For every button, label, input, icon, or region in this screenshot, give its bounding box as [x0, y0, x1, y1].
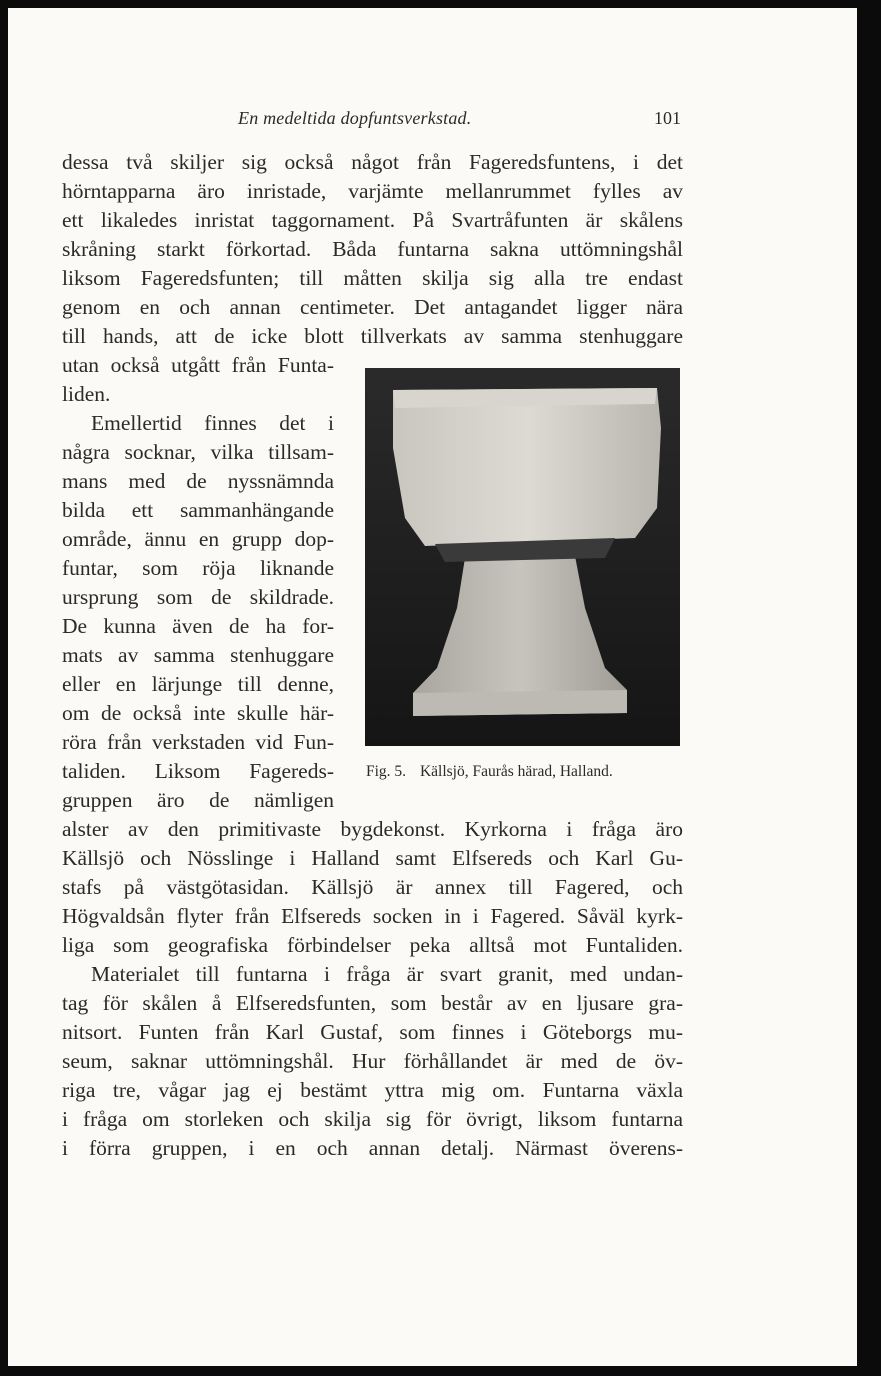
text-line: Materialet till funtarna i fråga är svart granit, med undan-	[91, 962, 683, 986]
text-line: om de också inte skulle här-	[62, 701, 334, 725]
text-line: gruppen äro de nämligen	[62, 788, 334, 812]
text-line: tag för skålen å Elfseredsfunten, som består av en ljusare gra-	[62, 991, 683, 1015]
text-line: i fråga om storleken och skilja sig för övrigt, liksom funtarna	[62, 1107, 683, 1131]
figure-caption	[366, 763, 613, 781]
figure-label: Fig. 5.	[366, 763, 407, 780]
text-line: ursprung som de skildrade.	[62, 585, 334, 609]
text-line: område, ännu en grupp dop-	[62, 527, 334, 551]
text-line: skråning starkt förkortad. Båda funtarna sakna uttömningshål	[62, 237, 683, 261]
text-line: funtar, som röja liknande	[62, 556, 334, 580]
text-line: nitsort. Funten från Karl Gustaf, som finnes i Göteborgs mu-	[62, 1020, 683, 1044]
text-line: eller en lärjunge till denne,	[62, 672, 334, 696]
text-line: mats av samma stenhuggare	[62, 643, 334, 667]
text-line: riga tre, vågar jag ej bestämt yttra mig om. Funtarna växla	[62, 1078, 683, 1102]
text-line: i förra gruppen, i en och annan detalj. Närmast överens-	[62, 1136, 683, 1160]
text-line: alster av den primitivaste bygdekonst. Kyrkorna i fråga äro	[62, 817, 683, 841]
book-page	[8, 8, 857, 1366]
text-line: några socknar, vilka tillsam-	[62, 440, 334, 464]
text-line: seum, saknar uttömningshål. Hur förhållandet är med de öv-	[62, 1049, 683, 1073]
text-line: genom en och annan centimeter. Det antagandet ligger nära	[62, 295, 683, 319]
text-line: mans med de nyssnämnda	[62, 469, 334, 493]
text-line: ett likaledes inristat taggornament. På Svartråfunten är skålens	[62, 208, 683, 232]
figure-caption-text: Källsjö, Faurås härad, Halland.	[419, 763, 613, 780]
text-line: Källsjö och Nösslinge i Halland samt Elfsereds och Karl Gu-	[62, 846, 683, 870]
text-line: taliden. Liksom Fagereds-	[62, 759, 334, 783]
text-line: liga som geografiska förbindelser peka alltså mot Funtaliden.	[62, 933, 683, 957]
text-line: utan också utgått från Funta-	[62, 353, 334, 377]
text-line: liksom Fageredsfunten; till måtten skilja sig alla tre endast	[62, 266, 683, 290]
baptismal-font-photo	[365, 368, 680, 746]
text-line: bilda ett sammanhängande	[62, 498, 334, 522]
text-line: liden.	[62, 382, 111, 406]
page-number: 101	[654, 108, 681, 128]
text-line: De kunna även de ha for-	[62, 614, 334, 638]
text-line: till hands, att de icke blott tillverkats av samma stenhuggare	[62, 324, 683, 348]
text-line: Högvaldsån flyter från Elfsereds socken in i Fagered. Såväl kyrk-	[62, 904, 683, 928]
text-line: stafs på västgötasidan. Källsjö är annex till Fagered, och	[62, 875, 683, 899]
text-line: hörntapparna äro inristade, varjämte mellanrummet fylles av	[62, 179, 683, 203]
text-line: Emellertid finnes det i	[91, 411, 334, 435]
running-title: En medeltida dopfuntsverkstad.	[238, 108, 472, 128]
text-line: röra från verkstaden vid Fun-	[62, 730, 334, 754]
text-line: dessa två skiljer sig också något från Fageredsfuntens, i det	[62, 150, 683, 174]
